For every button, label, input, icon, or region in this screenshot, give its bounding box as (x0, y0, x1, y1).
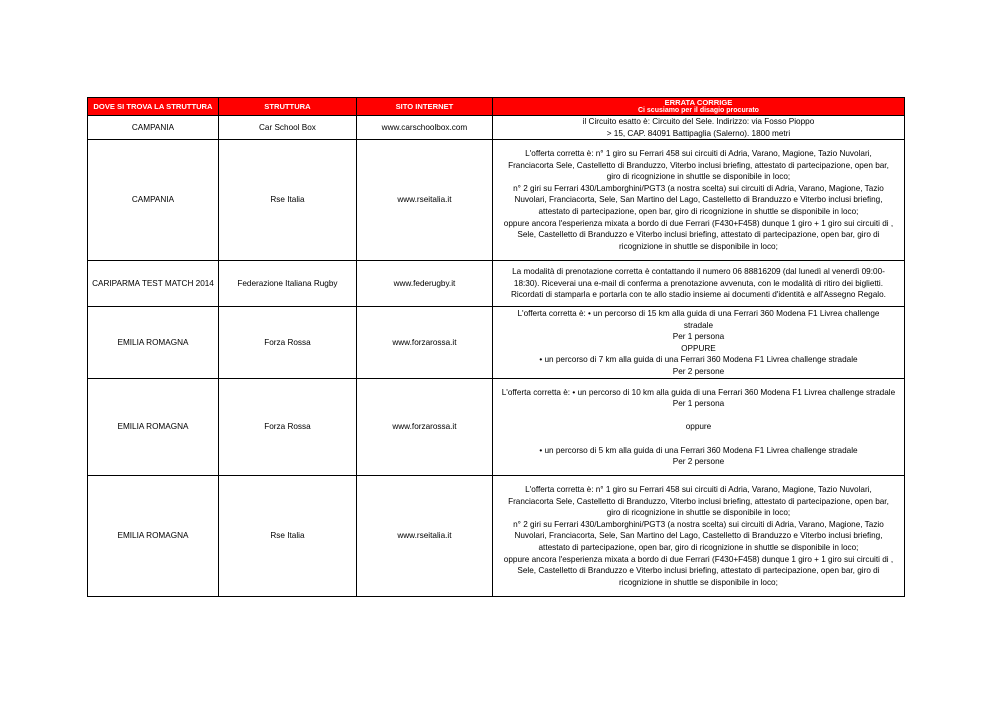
structure-cell: Forza Rossa (218, 379, 356, 476)
structure-cell: Car School Box (218, 116, 356, 140)
website-cell: www.rseitalia.it (356, 476, 492, 597)
errata-line: OPPURE (681, 343, 716, 353)
structure-cell: Rse Italia (218, 476, 356, 597)
errata-line: giro di ricognizione in shuttle se disponibile in loco; (606, 508, 791, 518)
errata-line: Sele, Castelletto di Branduzzo e Viterbo inclusi briefing, attestato di partecipazione, open bar, giro di (517, 230, 880, 240)
errata-line: n° 2 giri su Ferrari 430/Lamborghini/PGT3 (a nostra scelta) sui circuiti di Adria, Varano, Magione, Tazio (513, 183, 884, 193)
website-cell: www.carschoolbox.com (356, 116, 492, 140)
header-errata-subtitle: Ci scusiamo per il disagio procurato (637, 107, 759, 114)
table-row (88, 476, 905, 597)
table-body (88, 116, 905, 597)
errata-cell (492, 476, 904, 597)
errata-line: oppure (685, 422, 712, 432)
errata-line: attestato di partecipazione, open bar, giro di ricognizione in shuttle se disponibile in loco; (538, 206, 859, 216)
errata-line: giro di ricognizione in shuttle se disponibile in loco; (606, 172, 791, 182)
header-structure: STRUTTURA (218, 98, 356, 116)
errata-line: n° 2 giri su Ferrari 430/Lamborghini/PGT3 (a nostra scelta) sui circuiti di Adria, Varano, Magione, Tazio (513, 519, 884, 529)
errata-line: Per 1 persona (672, 399, 725, 409)
errata-line: attestato di partecipazione, open bar, giro di ricognizione in shuttle se disponibile in loco; (538, 542, 859, 552)
errata-line: Franciacorta Sele, Castelletto di Branduzzo, Viterbo inclusi briefing, attestato di partecipazione, open bar, (508, 160, 889, 170)
errata-line: Per 1 persona (672, 332, 725, 342)
header-website: SITO INTERNET (356, 98, 492, 116)
errata-line: ricognizione in shuttle se disponibile in loco; (619, 577, 778, 587)
errata-cell (492, 307, 904, 379)
errata-line: il Circuito esatto è: Circuito del Sele. Indirizzo: via Fosso Pioppo (582, 117, 815, 126)
header-errata-title: ERRATA CORRIGE (664, 98, 733, 107)
errata-line: oppure ancora l'esperienza mixata a bordo di due Ferrari (F430+F458) dunque 1 giro + 1 giro sui circuiti di , (503, 554, 894, 564)
location-cell: EMILIA ROMAGNA (88, 379, 219, 476)
errata-line: Per 2 persone (672, 457, 725, 467)
errata-line: Franciacorta Sele, Castelletto di Branduzzo, Viterbo inclusi briefing, attestato di partecipazione, open bar, (508, 496, 889, 506)
location-cell: CAMPANIA (88, 140, 219, 261)
errata-line: L'offerta corretta è: n° 1 giro su Ferrari 458 sui circuiti di Adria, Varano, Magione, Tazio Nuvolari, (525, 485, 872, 495)
location-cell: EMILIA ROMAGNA (88, 476, 219, 597)
errata-line: • un percorso di 5 km alla guida di una Ferrari 360 Modena F1 Livrea challenge stradale (539, 445, 858, 455)
website-cell: www.federugby.it (356, 261, 492, 307)
table-row (88, 140, 905, 261)
table-row (88, 116, 905, 140)
errata-line: Ricordati di stamparla e portarla con te allo stadio insieme ai documenti d'identità e all'Assegno Regalo. (510, 290, 886, 300)
errata-line: stradale (683, 320, 714, 330)
website-cell: www.forzarossa.it (356, 307, 492, 379)
errata-cell (492, 116, 904, 140)
header-errata (492, 98, 904, 116)
errata-cell (492, 261, 904, 307)
errata-line: La modalità di prenotazione corretta è contattando il numero 06 88816209 (dal lunedì al venerdì 09:00- (512, 267, 885, 277)
errata-line: > 15, CAP. 84091 Battipaglia (Salerno). 1800 metri (606, 128, 791, 138)
table-row (88, 261, 905, 307)
errata-line: Nuvolari, Franciacorta, Sele, San Martino del Lago, Castelletto di Branduzzo e Viterbo inclusi briefing, (514, 195, 883, 205)
errata-line: Per 2 persone (672, 366, 725, 376)
blank-line (495, 410, 902, 422)
errata-line: Sele, Castelletto di Branduzzo e Viterbo inclusi briefing, attestato di partecipazione, open bar, giro di (517, 566, 880, 576)
header-location: DOVE SI TROVA LA STRUTTURA (88, 98, 219, 116)
errata-line: Nuvolari, Franciacorta, Sele, San Martino del Lago, Castelletto di Branduzzo e Viterbo inclusi briefing, (514, 531, 883, 541)
table-row (88, 379, 905, 476)
structure-cell: Rse Italia (218, 140, 356, 261)
structure-cell: Forza Rossa (218, 307, 356, 379)
blank-line (495, 433, 902, 445)
table-row (88, 307, 905, 379)
errata-line: ricognizione in shuttle se disponibile in loco; (619, 241, 778, 251)
location-cell: EMILIA ROMAGNA (88, 307, 219, 379)
errata-cell (492, 140, 904, 261)
errata-line: oppure ancora l'esperienza mixata a bordo di due Ferrari (F430+F458) dunque 1 giro + 1 giro sui circuiti di , (503, 218, 894, 228)
errata-table (87, 97, 905, 597)
website-cell: www.rseitalia.it (356, 140, 492, 261)
errata-cell (492, 379, 904, 476)
errata-line: L'offerta corretta è: • un percorso di 15 km alla guida di una Ferrari 360 Modena F1 Livrea challenge (517, 308, 880, 318)
errata-line: L'offerta corretta è: n° 1 giro su Ferrari 458 sui circuiti di Adria, Varano, Magione, Tazio Nuvolari, (525, 149, 872, 159)
website-cell: www.forzarossa.it (356, 379, 492, 476)
errata-line: • un percorso di 7 km alla guida di una Ferrari 360 Modena F1 Livrea challenge stradale (539, 355, 858, 365)
structure-cell: Federazione Italiana Rugby (218, 261, 356, 307)
location-cell: CAMPANIA (88, 116, 219, 140)
location-cell: CARIPARMA TEST MATCH 2014 (88, 261, 219, 307)
errata-line: 18:30). Riceverai una e-mail di conferma a prenotazione avvenuta, con le modalità di ritiro dei biglietti. (513, 278, 884, 288)
header-row (88, 98, 905, 116)
errata-line: L'offerta corretta è: • un percorso di 10 km alla guida di una Ferrari 360 Modena F1 Livrea challenge stradale (501, 387, 896, 397)
